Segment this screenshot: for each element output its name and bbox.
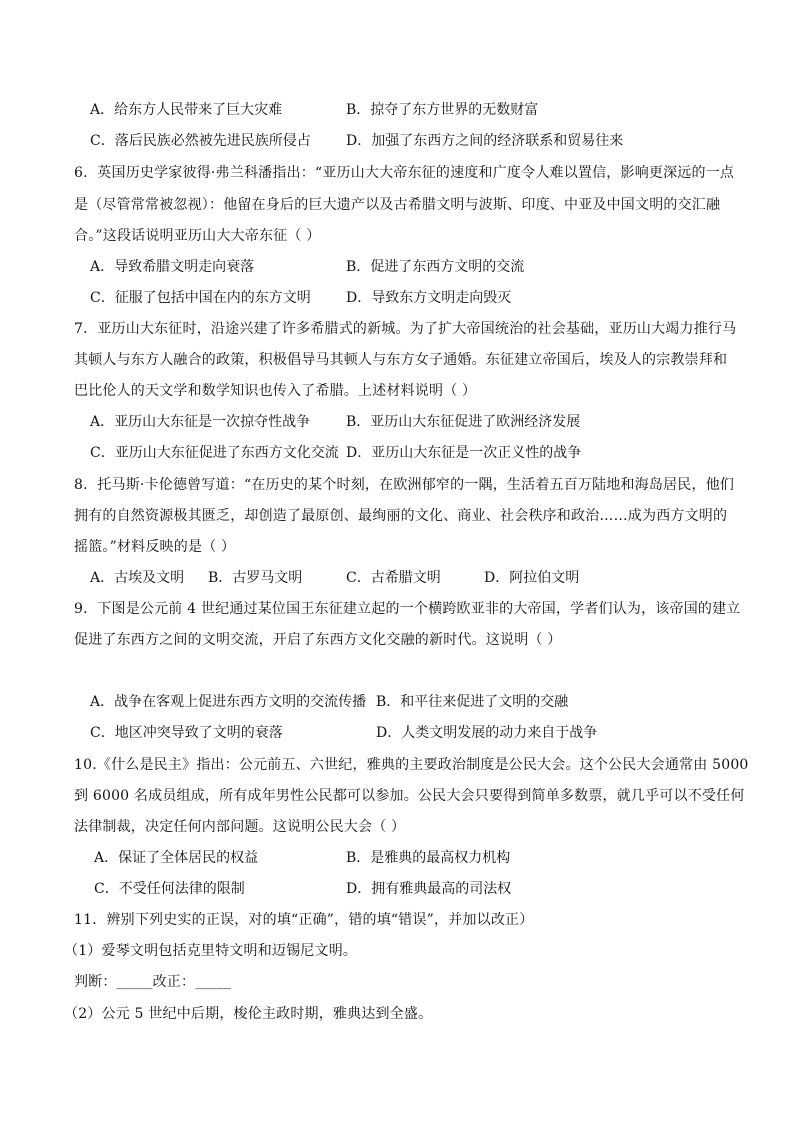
q11-judge-line: 判断：_____改正：_____ bbox=[74, 974, 232, 990]
q6-option-d: D．导致东方文明走向毁灭 bbox=[346, 290, 512, 306]
q10-option-c: C．不受任何法律的限制 bbox=[94, 881, 245, 897]
q6-option-a: A．导致希腊文明走向衰落 bbox=[90, 259, 255, 275]
q8-stem-line2: 拥有的自然资源极其匮乏，却创造了最原创、最绚丽的文化、商业、社会秩序和政治……成为西方文明的 bbox=[74, 508, 728, 524]
q5-option-b: B．掠夺了东方世界的无数财富 bbox=[346, 102, 539, 118]
q9-option-b: B．和平往来促进了文明的交融 bbox=[376, 694, 569, 710]
q7-stem-line3: 巴比伦人的天文学和数学知识也传入了希腊。上述材料说明（ ） bbox=[74, 383, 477, 399]
q11-item-1: （1）爱琴文明包括克里特文明和迈锡尼文明。 bbox=[64, 943, 358, 959]
q7-option-b: B．亚历山大东征促进了欧洲经济发展 bbox=[346, 414, 581, 430]
q10-option-a: A．保证了全体居民的权益 bbox=[94, 850, 259, 866]
q8-stem-line3: 摇篮。”材料反映的是（ ） bbox=[74, 539, 236, 555]
q8-stem-line1: 8．托马斯·卡伦德曾写道：“在历史的某个时刻，在欧洲郁窄的一隅，生活着五百万陆地和海岛居民，他们 bbox=[74, 477, 735, 493]
q5-option-a: A．给东方人民带来了巨大灾难 bbox=[90, 102, 283, 118]
q9-stem-line1: 9．下图是公元前 4 世纪通过某位国王东征建立起的一个横跨欧亚非的大帝国，学者们认为，该帝国的建立 bbox=[74, 601, 741, 617]
q10-stem-line2: 到 6000 名成员组成，所有成年男性公民都可以参加。公民大会只要得到简单多数票，就几乎可以不受任何 bbox=[74, 788, 745, 804]
q6-option-b: B．促进了东西方文明的交流 bbox=[346, 259, 525, 275]
q10-option-d: D．拥有雅典最高的司法权 bbox=[346, 881, 512, 897]
q10-option-b: B．是雅典的最高权力机构 bbox=[346, 850, 511, 866]
q5-option-c: C．落后民族必然被先进民族所侵占 bbox=[90, 133, 311, 149]
q10-stem-line3: 法律制裁，决定任何内部问题。这说明公民大会（ ） bbox=[74, 819, 406, 835]
q11-stem: 11．辨别下列史实的正误，对的填“正确”，错的填“错误”，并加以改正） bbox=[74, 912, 534, 928]
q6-stem-line1: 6．英国历史学家彼得·弗兰科潘指出：“亚历山大大帝东征的速度和广度令人难以置信，影响更深远的一点 bbox=[74, 165, 735, 181]
q5-option-d: D．加强了东西方之间的经济联系和贸易往来 bbox=[346, 133, 624, 149]
q8-option-a: A．古埃及文明 bbox=[90, 570, 185, 586]
q6-stem-line2: 是（尽管常常被忽视）：他留在身后的巨大遗产以及古希腊文明与波斯、印度、中亚及中国文明的交汇融 bbox=[74, 197, 721, 213]
q11-item-2: （2）公元 5 世纪中后期，梭伦主政时期，雅典达到全盛。 bbox=[64, 1006, 433, 1022]
q8-option-d: D．阿拉伯文明 bbox=[484, 570, 580, 586]
q9-stem-line2: 促进了东西方之间的文明交流，开启了东西方文化交融的新时代。这说明（ ） bbox=[74, 632, 562, 648]
q8-option-b: B．古罗马文明 bbox=[208, 570, 303, 586]
q7-option-c: C．亚历山大东征促进了东西方文化交流 bbox=[90, 445, 339, 461]
q7-option-d: D．亚历山大东征是一次正义性的战争 bbox=[346, 445, 582, 461]
q9-option-c: C．地区冲突导致了文明的衰落 bbox=[90, 725, 283, 741]
q6-stem-line3: 合。”这段话说明亚历山大大帝东征（ ） bbox=[74, 228, 321, 244]
q9-option-d: D．人类文明发展的动力来自于战争 bbox=[376, 725, 598, 741]
q6-option-c: C．征服了包括中国在内的东方文明 bbox=[90, 290, 311, 306]
q9-option-a: A．战争在客观上促进东西方文明的交流传播 bbox=[90, 694, 367, 710]
q7-option-a: A．亚历山大东征是一次掠夺性战争 bbox=[90, 414, 311, 430]
q10-stem-line1: 10.《什么是民主》指出：公元前五、六世纪，雅典的主要政治制度是公民大会。这个公民大会通常由 5000 bbox=[74, 757, 749, 773]
q7-stem-line2: 其顿人与东方人融合的政策，积极倡导马其顿人与东方女子通婚。东征建立帝国后，埃及人的宗教崇拜和 bbox=[74, 352, 728, 368]
q7-stem-line1: 7．亚历山大东征时，沿途兴建了许多希腊式的新城。为了扩大帝国统治的社会基础，亚历山大竭力推行马 bbox=[74, 321, 737, 337]
q8-option-c: C．古希腊文明 bbox=[346, 570, 441, 586]
